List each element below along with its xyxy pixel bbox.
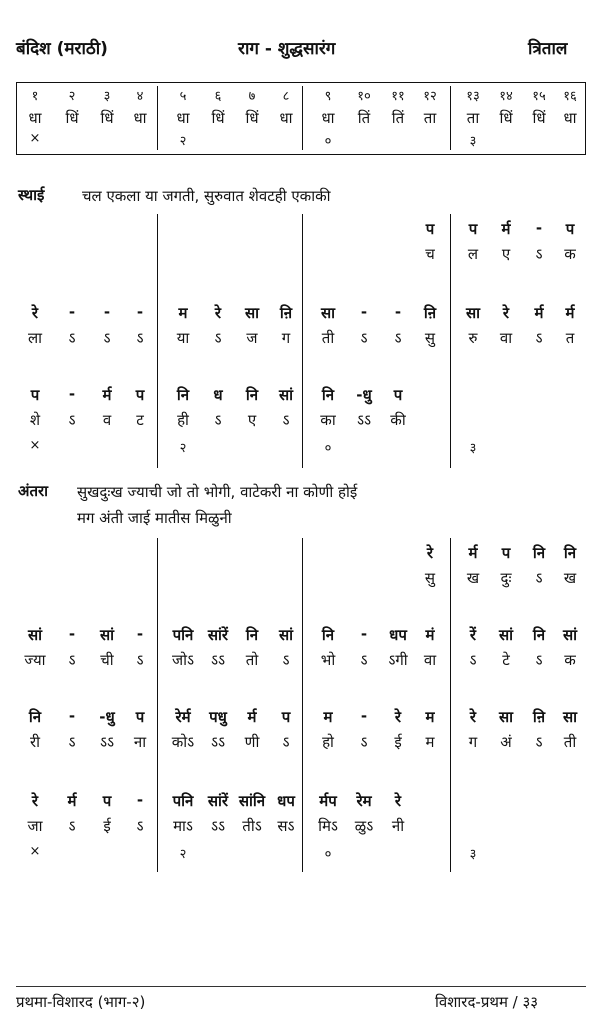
swar-note: रे [31,304,39,322]
vibhag-divider [450,214,451,468]
lyric-syllable: ऽ [535,651,543,669]
beat-number: १४ [499,89,513,104]
lyric-syllable: ऽ [136,329,144,347]
lyric-syllable: ए [247,411,257,429]
lyric-syllable: ऽऽ [356,411,371,429]
taal-bol: धा [133,109,147,127]
swar-note: ध [213,386,223,404]
lyric-syllable: तो [245,651,259,669]
swar-note: नि [245,386,259,404]
lyric-syllable: मिऽ [318,817,338,835]
swar-note: -धु [99,708,115,726]
lyric-syllable: ऽ [394,329,402,347]
swar-note: प [30,386,40,404]
beat-number: ८ [282,89,290,104]
beat-number: १२ [423,89,437,104]
lyric-syllable: ए [501,245,511,263]
lyric-syllable: जा [27,817,43,835]
lyric-syllable: ती [563,733,577,751]
swar-note: सां [562,626,578,644]
lyric-syllable: व [102,411,112,429]
swar-note: प [393,386,403,404]
lyric-syllable: अं [500,733,512,751]
swar-note: प [281,708,291,726]
lyric-syllable: ऽ [360,733,368,751]
swar-note: नि [28,708,42,726]
swar-note: पधु [209,708,227,726]
swar-note: - [136,625,144,643]
taal-bol: धा [28,109,42,127]
swar-note: रे [214,304,222,322]
taal-bol: ता [466,109,480,127]
lyric-syllable: ऽ [360,329,368,347]
swar-note: - [535,219,543,237]
lyric-syllable: शे [29,411,41,429]
swar-note: सां [498,626,514,644]
swar-note: र्म [501,220,511,238]
beat-number: ३ [103,89,111,104]
lyric-syllable: त [565,329,575,347]
swar-note: - [394,303,402,321]
lyric-syllable: ऽ [535,569,543,587]
footer-page-number: विशारद-प्रथम / ३३ [435,993,539,1011]
swar-note: - [68,303,76,321]
swar-note: रें [469,626,477,644]
beat-number: १ [31,89,39,104]
sthayi-label: स्थाई [18,186,45,204]
taal-bol: धा [176,109,190,127]
lyric-syllable: ऽऽ [99,733,114,751]
lyric-syllable: ग [468,733,478,751]
lyric-syllable: सु [424,569,436,587]
lyric-syllable: ऽ [103,329,111,347]
lyric-syllable: ट [136,411,144,429]
taal-mark: ३ [469,134,477,149]
antara-label: अंतरा [18,482,49,500]
swar-note: सांनि [238,792,266,810]
lyric-syllable: ऽ [535,245,543,263]
lyric-syllable: ऽ [68,817,76,835]
lyric-syllable: ऽ [282,733,290,751]
lyric-syllable: ई [394,733,402,751]
lyric-syllable: जोऽ [171,651,195,669]
swar-note: म [323,708,333,726]
swar-note: - [68,707,76,725]
lyric-syllable: ल [467,245,479,263]
swar-note: प [135,386,145,404]
swar-note: रे [31,792,39,810]
vibhag-divider [157,86,158,150]
taal-mark: ० [324,441,332,456]
vibhag-divider [302,86,303,150]
swar-note: ऩि [532,708,546,726]
lyric-syllable: दुः [500,569,512,587]
beat-number: १५ [532,89,546,104]
swar-note: प [501,544,511,562]
lyric-syllable: ना [133,733,147,751]
lyric-syllable: ही [177,411,189,429]
taal-mark: × [29,844,41,859]
taal-bol: धा [563,109,577,127]
swar-note: नि [532,626,546,644]
swar-note: र्म [67,792,77,810]
lyric-syllable: हो [322,733,334,751]
swar-note: नि [321,626,335,644]
lyric-syllable: माऽ [173,817,193,835]
lyric-syllable: ऽऽ [210,733,225,751]
swar-note: मं [425,626,435,644]
lyric-syllable: री [29,733,41,751]
swar-note: प [135,708,145,726]
swar-note: र्म [534,304,544,322]
swar-note: - [360,303,368,321]
swar-note: म [178,304,188,322]
lyric-syllable: की [390,411,406,429]
lyric-syllable: ऽऽ [210,817,225,835]
lyric-syllable: कोऽ [171,733,195,751]
swar-note: - [360,707,368,725]
lyric-syllable: सु [424,329,436,347]
lyric-syllable: ची [100,651,114,669]
swar-note: र्मप [319,792,337,810]
taal-bol: धा [321,109,335,127]
lyric-syllable: रु [468,329,478,347]
swar-note: रे [502,304,510,322]
footer-rule [16,986,586,987]
beat-number: १६ [563,89,577,104]
lyric-syllable: ख [466,569,480,587]
lyric-syllable: ऽ [136,651,144,669]
vibhag-divider [450,538,451,872]
swar-note: सा [465,304,481,322]
taal-mark: × [29,438,41,453]
lyric-syllable: भो [320,651,336,669]
lyric-syllable: ऽ [535,733,543,751]
swar-note: प [565,220,575,238]
lyric-syllable: ग [281,329,291,347]
taal-mark: २ [179,847,187,862]
beat-number: ४ [136,89,144,104]
bandish-title: बंदिश (मराठी) [16,39,108,59]
taal-bol: ता [423,109,437,127]
taal-mark: ३ [469,441,477,456]
lyric-syllable: ख [563,569,577,587]
taal-mark: २ [179,134,187,149]
raag-title: राग - शुद्धसारंग [238,39,336,59]
lyric-syllable: ई [103,817,111,835]
swar-note: पनि [172,792,194,810]
lyric-syllable: ळुऽ [354,817,374,835]
swar-note: - [68,385,76,403]
lyric-syllable: या [176,329,190,347]
swar-note: सा [498,708,514,726]
lyric-syllable: ऽ [68,329,76,347]
sthayi-lyric: चल एकला या जगती, सुरुवात शेवटही एकाकी [82,187,331,205]
taal-mark: २ [179,441,187,456]
swar-note: रे [394,792,402,810]
swar-note: सां [27,626,43,644]
lyric-syllable: क [564,651,576,669]
swar-note: सां [278,626,294,644]
swar-note: सा [244,304,260,322]
swar-note: प [425,220,435,238]
lyric-syllable: ऽ [469,651,477,669]
lyric-syllable: नी [391,817,405,835]
taal-bol: धिं [100,109,114,127]
swar-note: सांरें [207,626,229,644]
lyric-syllable: ऽगी [388,651,408,669]
swar-note: ऩि [279,304,293,322]
swar-note: रेर्म [175,708,191,726]
lyric-syllable: ऽ [535,329,543,347]
lyric-syllable: ला [27,329,43,347]
taal-mark: ० [324,847,332,862]
beat-number: ७ [248,89,256,104]
lyric-syllable: क [564,245,576,263]
swar-note: नि [532,544,546,562]
swar-note: पनि [172,626,194,644]
taal-bol: धिं [499,109,513,127]
lyric-syllable: ऽ [282,651,290,669]
beat-number: ९ [324,89,332,104]
lyric-syllable: ऽऽ [210,651,225,669]
swar-note: सा [562,708,578,726]
swar-note: सां [99,626,115,644]
antara-lyric-line1: सुखदुःख ज्याची जो तो भोगी, वाटेकरी ना कोणी होई [77,483,358,501]
lyric-syllable: ऽ [68,411,76,429]
taal-mark: ० [324,134,332,149]
taal-bol: धिं [211,109,225,127]
beat-number: ५ [179,89,187,104]
lyric-syllable: वा [423,651,437,669]
footer-book-title: प्रथमा-विशारद (भाग-२) [16,993,146,1011]
lyric-syllable: ऽ [214,411,222,429]
taal-bol: तिं [391,109,405,127]
taal-mark: × [29,131,41,146]
swar-note: म [425,708,435,726]
lyric-syllable: म [425,733,435,751]
swar-note: नि [245,626,259,644]
swar-note: - [136,791,144,809]
lyric-syllable: ऽ [136,817,144,835]
beat-number: १० [357,89,371,104]
swar-note: प [102,792,112,810]
lyric-syllable: ऽ [360,651,368,669]
taal-bol: धिं [245,109,259,127]
lyric-syllable: तीऽ [242,817,262,835]
lyric-syllable: टे [502,651,510,669]
swar-note: नि [321,386,335,404]
swar-note: सा [320,304,336,322]
swar-note: सांरें [207,792,229,810]
lyric-syllable: सऽ [277,817,295,835]
swar-note: रे [394,708,402,726]
swar-note: -धु [356,386,372,404]
beat-number: ११ [391,89,405,104]
vibhag-divider [450,86,451,150]
taal-bol: धिं [532,109,546,127]
swar-note: - [360,625,368,643]
beat-number: ६ [214,89,222,104]
lyric-syllable: ज्या [24,651,46,669]
swar-note: नि [563,544,577,562]
lyric-syllable: ज [246,329,258,347]
lyric-syllable: ती [321,329,335,347]
swar-note: धप [389,626,407,644]
taal-title: त्रिताल [528,39,568,59]
beat-number: १३ [466,89,480,104]
swar-note: - [103,303,111,321]
beat-number: २ [68,89,76,104]
lyric-syllable: ऽ [68,651,76,669]
taal-bol: धिं [65,109,79,127]
swar-note: रे [469,708,477,726]
lyric-syllable: का [320,411,336,429]
swar-note: र्म [468,544,478,562]
swar-note: धप [277,792,295,810]
lyric-syllable: ऽ [282,411,290,429]
lyric-syllable: णी [244,733,260,751]
swar-note: प [468,220,478,238]
swar-note: - [136,303,144,321]
swar-note: - [68,625,76,643]
taal-bol: धा [279,109,293,127]
swar-note: नि [176,386,190,404]
swar-note: सां [278,386,294,404]
swar-note: रेम [356,792,372,810]
swar-note: र्म [102,386,112,404]
lyric-syllable: वा [499,329,513,347]
lyric-syllable: ऽ [68,733,76,751]
antara-lyric-line2: मग अंती जाई मातीस मिळुनी [77,509,232,527]
taal-mark: ३ [469,847,477,862]
taal-bol: तिं [357,109,371,127]
swar-note: र्म [247,708,257,726]
lyric-syllable: ऽ [214,329,222,347]
swar-note: र्म [565,304,575,322]
swar-note: ऩि [423,304,437,322]
lyric-syllable: च [425,245,435,263]
swar-note: रे [426,544,434,562]
